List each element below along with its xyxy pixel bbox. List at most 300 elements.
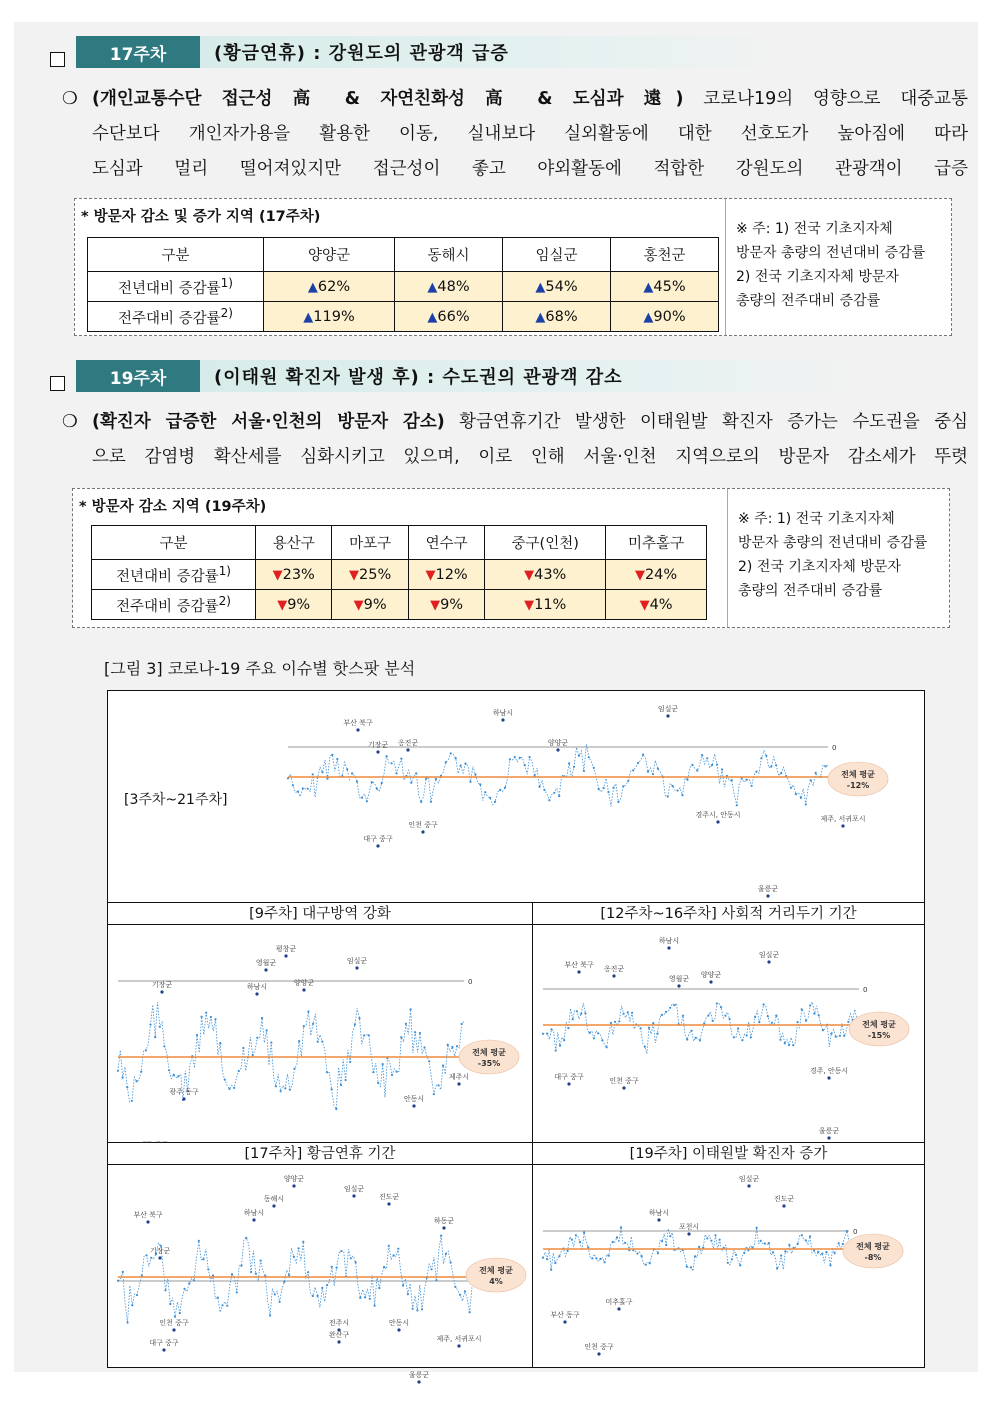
data-point bbox=[597, 1032, 599, 1034]
data-point bbox=[805, 803, 807, 805]
data-point bbox=[612, 1241, 614, 1243]
data-point bbox=[275, 1085, 277, 1087]
table-row: 전년대비 증감률$^{1)}$ ▼23% ▼25% ▼12% ▼43% ▼24% bbox=[92, 560, 707, 590]
data-point bbox=[746, 779, 748, 781]
data-point bbox=[839, 1035, 841, 1037]
data-point bbox=[746, 1034, 748, 1036]
data-point bbox=[672, 785, 674, 787]
data-point bbox=[450, 1261, 452, 1263]
data-point bbox=[289, 1089, 291, 1091]
data-point bbox=[317, 1295, 319, 1297]
data-point bbox=[760, 757, 762, 759]
down-triangle-icon: ▼ bbox=[277, 597, 288, 613]
data-point bbox=[648, 1027, 650, 1029]
data-point bbox=[733, 1036, 735, 1038]
data-point bbox=[122, 1271, 124, 1273]
data-point bbox=[391, 1074, 393, 1076]
data-point bbox=[431, 1268, 433, 1270]
data-point bbox=[707, 1014, 709, 1016]
data-point bbox=[568, 762, 570, 764]
hotspot-point bbox=[617, 1307, 620, 1310]
hotspot-point bbox=[146, 1220, 149, 1223]
hotspot-point bbox=[767, 960, 770, 963]
data-point bbox=[331, 1088, 333, 1090]
data-point bbox=[691, 764, 693, 766]
data-point bbox=[312, 773, 314, 775]
data-point bbox=[173, 1074, 175, 1076]
hotspot-point bbox=[172, 1328, 175, 1331]
data-point bbox=[372, 1071, 374, 1073]
data-point bbox=[652, 773, 654, 775]
data-point bbox=[591, 1257, 593, 1259]
data-point bbox=[150, 1257, 152, 1259]
data-point bbox=[714, 1234, 716, 1236]
data-point bbox=[743, 1252, 745, 1254]
data-point bbox=[818, 1014, 820, 1016]
hotspot-label: 임실군 bbox=[657, 705, 679, 713]
data-point bbox=[469, 1311, 471, 1313]
data-point bbox=[136, 1294, 138, 1296]
data-point bbox=[423, 1046, 425, 1048]
hotspot-label: 경주, 안동시 bbox=[809, 1067, 849, 1075]
data-point bbox=[558, 795, 560, 797]
data-point bbox=[657, 768, 659, 770]
data-point bbox=[207, 1268, 209, 1270]
data-point bbox=[455, 757, 457, 759]
data-point bbox=[716, 1002, 718, 1004]
data-point bbox=[694, 1255, 696, 1257]
panel-week19 bbox=[533, 1143, 924, 1367]
box-caption-19: * 방문자 감소 지역 (19주차) bbox=[79, 499, 267, 515]
data-point bbox=[391, 762, 393, 764]
data-point bbox=[442, 1064, 444, 1066]
data-point bbox=[644, 1046, 646, 1048]
hotspot-point bbox=[747, 1184, 750, 1187]
data-point bbox=[519, 757, 521, 759]
scatter-plot-all-weeks bbox=[268, 695, 908, 899]
data-point bbox=[524, 764, 526, 766]
data-point bbox=[760, 1240, 762, 1242]
data-point bbox=[297, 790, 299, 792]
data-point bbox=[414, 1031, 416, 1033]
data-point bbox=[696, 769, 698, 771]
data-point bbox=[340, 1250, 342, 1252]
hotspot-label: 경주시, 안동시 bbox=[695, 811, 741, 819]
hotspot-label: 진도군 bbox=[378, 1193, 400, 1201]
data-point bbox=[631, 1012, 633, 1014]
series-line bbox=[118, 1236, 472, 1323]
data-point bbox=[546, 1258, 548, 1260]
data-point bbox=[335, 1108, 337, 1110]
data-point bbox=[270, 1042, 272, 1044]
hotspot-point bbox=[827, 1076, 830, 1079]
average-bubble-value: -35% bbox=[477, 1059, 501, 1068]
figure-caption: [그림 3] 코로나-19 주요 이슈별 핫스팟 분석 bbox=[104, 659, 416, 678]
data-point bbox=[640, 1027, 642, 1029]
data-point bbox=[657, 1252, 659, 1254]
hotspot-point bbox=[421, 830, 424, 833]
data-point bbox=[809, 1004, 811, 1006]
data-point bbox=[813, 1013, 815, 1015]
up-triangle-icon: ▲ bbox=[307, 279, 318, 295]
data-point bbox=[620, 1226, 622, 1228]
data-point bbox=[402, 1284, 404, 1286]
data-point bbox=[756, 1227, 758, 1229]
data-point bbox=[784, 1042, 786, 1044]
data-point bbox=[242, 1047, 244, 1049]
data-point bbox=[407, 1293, 409, 1295]
data-point bbox=[647, 771, 649, 773]
data-point bbox=[321, 771, 323, 773]
hotspot-point bbox=[356, 728, 359, 731]
data-point bbox=[198, 1240, 200, 1242]
hotspot-label: 미추홀구 bbox=[605, 1298, 633, 1306]
data-point bbox=[612, 787, 614, 789]
data-point bbox=[584, 1012, 586, 1014]
data-point bbox=[775, 1015, 777, 1017]
data-point bbox=[607, 791, 609, 793]
data-point bbox=[529, 756, 531, 758]
notes-17: ※ 주: 1) 전국 기초지자체 방문자 총량의 전년대비 증감률 2) 전국 기초지자체 방문자 총량의 전주대비 증감률 bbox=[725, 199, 951, 335]
up-triangle-icon: ▲ bbox=[535, 309, 546, 325]
data-point bbox=[228, 1088, 230, 1090]
data-point bbox=[136, 1080, 138, 1082]
data-point bbox=[741, 778, 743, 780]
data-point bbox=[593, 1037, 595, 1039]
data-point bbox=[731, 1258, 733, 1260]
data-point bbox=[772, 1251, 774, 1253]
data-point bbox=[720, 1006, 722, 1008]
data-point bbox=[706, 757, 708, 759]
data-point bbox=[686, 1266, 688, 1268]
data-point bbox=[479, 783, 481, 785]
data-point bbox=[701, 754, 703, 756]
hotspot-point bbox=[158, 1256, 161, 1259]
data-point bbox=[412, 1308, 414, 1310]
paragraph-19: ❍ (확진자 급증한 서울·인천의 방문자 감소) 황금연휴기간 발생한 이태원발 확진자 증가는 수도권을 중심 으로 감염병 확산세를 심화시키고 있으며, 이로 인해 서울·인천 지역으로의 방문자 감소세가 뚜렷 bbox=[62, 405, 968, 475]
data-point bbox=[665, 1011, 667, 1013]
data-point bbox=[183, 1288, 185, 1290]
data-point bbox=[716, 764, 718, 766]
hotspot-label: 대구 중구 bbox=[554, 1073, 584, 1081]
data-point bbox=[435, 778, 437, 780]
hotspot-label: 임실군 bbox=[346, 957, 368, 965]
data-point bbox=[775, 764, 777, 766]
data-point bbox=[599, 1258, 601, 1260]
hotspot-label: 광주 동구 bbox=[169, 1088, 199, 1096]
data-point bbox=[583, 770, 585, 772]
data-point bbox=[351, 772, 353, 774]
data-point bbox=[122, 1077, 124, 1079]
data-point bbox=[358, 1017, 360, 1019]
hotspot-point bbox=[412, 1104, 415, 1107]
data-point bbox=[652, 1022, 654, 1024]
data-point bbox=[677, 789, 679, 791]
down-triangle-icon: ▼ bbox=[353, 597, 364, 613]
data-point bbox=[451, 1046, 453, 1048]
hotspot-point bbox=[457, 1082, 460, 1085]
data-point bbox=[303, 1025, 305, 1027]
average-bubble-value: -8% bbox=[864, 1253, 882, 1262]
data-point bbox=[159, 1026, 161, 1028]
data-point bbox=[800, 797, 802, 799]
data-point bbox=[825, 1251, 827, 1253]
down-triangle-icon: ▼ bbox=[430, 597, 441, 613]
data-point bbox=[776, 1267, 778, 1269]
panel-week17 bbox=[108, 1143, 533, 1379]
data-point bbox=[754, 1016, 756, 1018]
data-point bbox=[736, 804, 738, 806]
data-point bbox=[336, 1267, 338, 1269]
data-point bbox=[149, 1024, 151, 1026]
zero-label: 0 bbox=[863, 986, 868, 994]
data-point bbox=[260, 1260, 262, 1262]
data-point bbox=[735, 1254, 737, 1256]
hotspot-label: 영월군 bbox=[668, 975, 690, 983]
hotspot-label: 제주, 서귀포시 bbox=[820, 815, 866, 823]
hotspot-label: 양양군 bbox=[293, 979, 315, 987]
average-bubble-value: -15% bbox=[867, 1031, 891, 1040]
panel-title-week19: [19주차] 이태원발 확진자 증가 bbox=[533, 1143, 924, 1165]
data-point bbox=[729, 1018, 731, 1020]
hotspot-point bbox=[666, 714, 669, 717]
data-point bbox=[326, 1284, 328, 1286]
data-point bbox=[363, 1034, 365, 1036]
section-checkbox-19 bbox=[50, 376, 65, 391]
data-point bbox=[669, 1007, 671, 1009]
data-point bbox=[371, 781, 373, 783]
data-point bbox=[437, 1084, 439, 1086]
data-point bbox=[445, 761, 447, 763]
hotspot-label: 임실군 bbox=[343, 1185, 365, 1193]
data-point bbox=[293, 1068, 295, 1070]
scatter-plot-week19 bbox=[539, 1169, 917, 1363]
data-point bbox=[331, 754, 333, 756]
down-triangle-icon: ▼ bbox=[634, 567, 645, 583]
hotspot-point bbox=[782, 1204, 785, 1207]
data-point bbox=[542, 1033, 544, 1035]
data-point bbox=[382, 1063, 384, 1065]
data-point bbox=[504, 787, 506, 789]
hotspot-label: 울릉군 bbox=[757, 885, 779, 893]
data-point bbox=[420, 801, 422, 803]
data-point bbox=[302, 1241, 304, 1243]
data-point bbox=[336, 758, 338, 760]
panel-label-all-weeks: [3주차~21주차] bbox=[124, 792, 228, 808]
data-point bbox=[364, 1296, 366, 1298]
data-point bbox=[711, 764, 713, 766]
data-point bbox=[461, 1023, 463, 1025]
data-point bbox=[350, 1257, 352, 1259]
data-point bbox=[307, 1010, 309, 1012]
data-point bbox=[727, 1262, 729, 1264]
down-triangle-icon: ▼ bbox=[349, 567, 360, 583]
data-point bbox=[236, 1291, 238, 1293]
data-point bbox=[779, 1039, 781, 1041]
series-line bbox=[288, 744, 828, 806]
data-point bbox=[559, 1045, 561, 1047]
average-bubble bbox=[828, 762, 888, 796]
data-point bbox=[610, 1022, 612, 1024]
data-point bbox=[821, 1253, 823, 1255]
up-triangle-icon: ▲ bbox=[303, 309, 314, 325]
data-point bbox=[835, 1036, 837, 1038]
data-point bbox=[617, 801, 619, 803]
data-point bbox=[624, 1242, 626, 1244]
data-point bbox=[354, 1023, 356, 1025]
hotspot-point bbox=[687, 1232, 690, 1235]
scatter-plot-week12-16 bbox=[539, 929, 917, 1139]
data-point bbox=[642, 754, 644, 756]
data-point bbox=[795, 793, 797, 795]
hotspot-point bbox=[162, 1348, 165, 1351]
data-point bbox=[765, 755, 767, 757]
data-point bbox=[288, 1274, 290, 1276]
hotspot-point bbox=[337, 1340, 340, 1343]
data-point bbox=[395, 772, 397, 774]
data-point bbox=[567, 1027, 569, 1029]
data-point bbox=[374, 1305, 376, 1307]
data-point bbox=[847, 1021, 849, 1023]
hotspot-point bbox=[284, 954, 287, 957]
data-point bbox=[196, 1034, 198, 1036]
data-point bbox=[661, 1240, 663, 1242]
data-point bbox=[810, 779, 812, 781]
data-point bbox=[578, 755, 580, 757]
hotspot-point bbox=[417, 1380, 420, 1383]
data-point bbox=[822, 1029, 824, 1031]
panel-week12-16 bbox=[533, 903, 924, 1143]
data-point bbox=[252, 1054, 254, 1056]
hotspot-label: 인천 중구 bbox=[159, 1319, 189, 1327]
hotspot-label: 안동시 bbox=[388, 1319, 410, 1327]
data-point bbox=[396, 1071, 398, 1073]
hotspot-label: 기장군 bbox=[367, 741, 389, 749]
data-point bbox=[168, 1069, 170, 1071]
data-point bbox=[815, 772, 817, 774]
data-point bbox=[126, 1321, 128, 1323]
data-point bbox=[587, 1246, 589, 1248]
hotspot-point bbox=[622, 1086, 625, 1089]
data-point bbox=[214, 1018, 216, 1020]
data-point bbox=[550, 1269, 552, 1271]
data-point bbox=[274, 1293, 276, 1295]
up-triangle-icon: ▲ bbox=[427, 279, 438, 295]
data-point bbox=[397, 1248, 399, 1250]
data-point bbox=[846, 1230, 848, 1232]
hotspot-point bbox=[272, 1204, 275, 1207]
data-point bbox=[801, 1234, 803, 1236]
data-point bbox=[154, 1036, 156, 1038]
hotspot-point bbox=[255, 992, 258, 995]
stat-table-19: 구분 용산구 마포구 연수구 중구(인천) 미추홀구 전년대비 증감률$^{1)}$ ▼23% ▼25% ▼12% ▼43% ▼24% 전주대비 증감률$^{2)}$ ▼9% ▼9% ▼9% ▼11% ▼4% bbox=[91, 525, 707, 620]
data-point bbox=[623, 1013, 625, 1015]
data-point bbox=[279, 1301, 281, 1303]
hotspot-point bbox=[252, 1218, 255, 1221]
hotspot-label: 인천 중구 bbox=[408, 821, 438, 829]
average-bubble-label: 전체 평균 bbox=[856, 1242, 890, 1251]
data-point bbox=[474, 773, 476, 775]
data-point bbox=[415, 772, 417, 774]
data-point bbox=[598, 788, 600, 790]
notes-19: ※ 주: 1) 전국 기초지자체 방문자 총량의 전년대비 증감률 2) 전국 기초지자체 방문자 총량의 전주대비 증감률 bbox=[727, 489, 949, 627]
data-point bbox=[817, 1251, 819, 1253]
data-point bbox=[378, 1287, 380, 1289]
hotspot-point bbox=[657, 1218, 660, 1221]
hotspot-label: 기장군 bbox=[151, 981, 173, 989]
hotspot-point bbox=[597, 1352, 600, 1355]
data-point bbox=[377, 1082, 379, 1084]
data-point bbox=[326, 778, 328, 780]
data-point bbox=[440, 1235, 442, 1237]
series-line bbox=[543, 1002, 859, 1054]
hotspot-point bbox=[355, 966, 358, 969]
data-point bbox=[416, 1309, 418, 1311]
hotspot-label: 인천 중구 bbox=[609, 1077, 639, 1085]
hotspot-label: 양양군 bbox=[700, 971, 722, 979]
section-title-19: (이태원 확진자 발생 후) : 수도권의 관광객 감소 bbox=[200, 360, 860, 392]
data-point bbox=[571, 1238, 573, 1240]
data-point bbox=[331, 1266, 333, 1268]
down-triangle-icon: ▼ bbox=[425, 567, 436, 583]
data-point bbox=[202, 1258, 204, 1260]
hotspot-label: 울릉군 bbox=[408, 1371, 430, 1379]
hotspot-point bbox=[501, 718, 504, 721]
down-triangle-icon: ▼ bbox=[272, 567, 283, 583]
week-badge-17: 17주차 bbox=[76, 36, 200, 68]
hotspot-point bbox=[716, 820, 719, 823]
data-point bbox=[797, 1243, 799, 1245]
data-point bbox=[554, 1262, 556, 1264]
hotspot-label: 하동군 bbox=[433, 1217, 455, 1225]
data-point bbox=[460, 764, 462, 766]
data-point bbox=[583, 1231, 585, 1233]
data-point bbox=[499, 789, 501, 791]
data-point bbox=[641, 1255, 643, 1257]
data-point bbox=[454, 1286, 456, 1288]
data-point bbox=[686, 1038, 688, 1040]
hotspot-point bbox=[841, 824, 844, 827]
data-point bbox=[834, 1252, 836, 1254]
data-point bbox=[224, 1079, 226, 1081]
data-point bbox=[767, 1015, 769, 1017]
data-point bbox=[764, 1242, 766, 1244]
hotspot-label: 하남시 bbox=[492, 709, 514, 717]
hotspot-label: 옹진군 bbox=[397, 739, 419, 747]
zero-label: 0 bbox=[468, 978, 473, 986]
circle-bullet-icon: ❍ bbox=[62, 89, 78, 109]
data-point bbox=[780, 1255, 782, 1257]
data-point bbox=[792, 1044, 794, 1046]
data-point bbox=[737, 1027, 739, 1029]
paragraph-17: ❍ (개인교통수단 접근성 高 & 자연친화성 高 & 도심과 遠) 코로나19의 영향으로 대중교통 수단보다 개인자가용을 활용한 이동, 실내보다 실외활동에 대한 선호도가 높아짐에 따라 도심과 멀리 떨어져있지만 접근성이 좋고 야외활동에 적합한 강원도의 관광객이 급증 bbox=[62, 82, 968, 187]
table-row: 전주대비 증감률$^{2)}$ ▼9% ▼9% ▼9% ▼11% ▼4% bbox=[92, 590, 707, 620]
hotspot-label: 임실군 bbox=[758, 951, 780, 959]
data-point bbox=[645, 1264, 647, 1266]
data-point bbox=[117, 1280, 119, 1282]
up-triangle-icon: ▲ bbox=[535, 279, 546, 295]
average-bubble-label: 전체 평균 bbox=[862, 1020, 896, 1029]
data-point bbox=[758, 1021, 760, 1023]
hotspot-label: 양양군 bbox=[547, 739, 569, 747]
data-point bbox=[575, 1234, 577, 1236]
data-point bbox=[538, 786, 540, 788]
data-point bbox=[298, 1040, 300, 1042]
hotspot-label: 양양군 bbox=[283, 1175, 305, 1183]
data-point bbox=[542, 1257, 544, 1259]
data-point bbox=[163, 1045, 165, 1047]
hotspot-label: 하남시 bbox=[246, 983, 268, 991]
